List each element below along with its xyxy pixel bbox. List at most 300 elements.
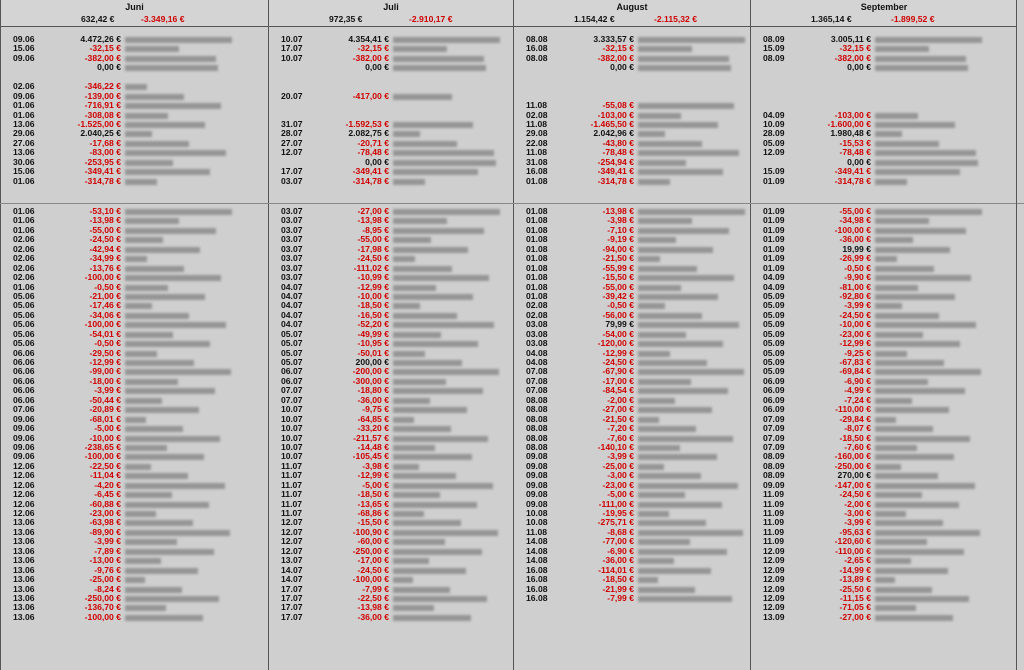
transaction-amount: -275,71 € [597, 517, 634, 528]
transaction-row[interactable] [1, 254, 268, 263]
redacted-description [638, 596, 732, 602]
transaction-row[interactable] [751, 111, 1017, 120]
transaction-row[interactable] [269, 481, 513, 490]
transaction-row[interactable] [269, 339, 513, 348]
transaction-row[interactable] [269, 82, 513, 91]
transaction-row[interactable] [1, 396, 268, 405]
transaction-amount: -29,50 € [89, 347, 121, 358]
transaction-amount: -10,00 € [839, 319, 871, 330]
transaction-row[interactable] [269, 349, 513, 358]
transaction-row[interactable] [269, 148, 513, 157]
transaction-amount: -9,75 € [362, 404, 389, 415]
transaction-date: 05.06 [13, 309, 35, 320]
transaction-amount: -89,90 € [89, 526, 121, 537]
column-header[interactable] [514, 0, 750, 27]
redacted-description [125, 407, 199, 413]
transaction-row[interactable] [751, 585, 1017, 594]
transaction-row[interactable] [1, 54, 268, 63]
transaction-date: 01.08 [526, 281, 548, 292]
transaction-row[interactable] [269, 594, 513, 603]
transaction-row[interactable] [1, 245, 268, 254]
transaction-date: 13.06 [13, 574, 35, 585]
transaction-date: 09.08 [526, 460, 548, 471]
transaction-row[interactable] [269, 443, 513, 452]
transaction-row[interactable] [751, 73, 1017, 82]
transaction-amount: -36,00 € [357, 611, 389, 622]
transaction-row[interactable] [751, 490, 1017, 499]
transaction-date: 31.07 [281, 118, 303, 129]
transaction-date: 01.08 [526, 272, 548, 283]
transaction-amount: -7,20 € [607, 423, 634, 434]
transaction-row[interactable] [1, 101, 268, 110]
transaction-amount: -12,99 € [839, 338, 871, 349]
transaction-row[interactable] [1, 111, 268, 120]
transaction-row[interactable] [751, 481, 1017, 490]
transaction-row[interactable] [269, 471, 513, 480]
transaction-row[interactable] [1, 594, 268, 603]
transaction-row[interactable] [1, 434, 268, 443]
transaction-row[interactable] [751, 603, 1017, 612]
redacted-description [393, 285, 436, 291]
transaction-row[interactable] [1, 73, 268, 82]
transaction-row[interactable] [1, 349, 268, 358]
transaction-amount: -25,00 € [89, 574, 121, 585]
transaction-row[interactable] [1, 556, 268, 565]
transaction-row[interactable] [1, 490, 268, 499]
transaction-amount: -136,70 € [84, 602, 121, 613]
transaction-row[interactable] [751, 148, 1017, 157]
transaction-amount: -314,78 € [84, 175, 121, 186]
transaction-row[interactable] [751, 292, 1017, 301]
transaction-row[interactable] [269, 129, 513, 138]
transaction-row[interactable] [269, 54, 513, 63]
redacted-description [393, 577, 413, 583]
redacted-description [875, 436, 970, 442]
transaction-row[interactable] [1, 226, 268, 235]
transaction-row[interactable] [269, 358, 513, 367]
transaction-row[interactable] [269, 44, 513, 53]
transaction-amount: -105,45 € [352, 451, 389, 462]
transaction-row[interactable] [751, 139, 1017, 148]
transaction-amount: -71,05 € [839, 602, 871, 613]
redacted-description [393, 587, 450, 593]
redacted-description [638, 37, 745, 43]
transaction-row[interactable] [269, 139, 513, 148]
transaction-amount: -18,50 € [602, 574, 634, 585]
transaction-row[interactable] [751, 158, 1017, 167]
redacted-description [125, 56, 216, 62]
redacted-description [125, 84, 147, 90]
transaction-date: 12.06 [13, 479, 35, 490]
transaction-row[interactable] [1, 613, 268, 622]
transaction-row[interactable] [514, 63, 750, 72]
transaction-row[interactable] [1, 377, 268, 386]
transaction-row[interactable] [269, 462, 513, 471]
transaction-row[interactable] [751, 92, 1017, 101]
transaction-row[interactable] [1, 386, 268, 395]
transaction-row[interactable] [269, 547, 513, 556]
transaction-amount: -24,50 € [839, 309, 871, 320]
transaction-row[interactable] [751, 82, 1017, 91]
transaction-row[interactable] [269, 405, 513, 414]
transaction-row[interactable] [1, 358, 268, 367]
redacted-description [638, 577, 658, 583]
transaction-row[interactable] [1, 603, 268, 612]
transaction-row[interactable] [751, 509, 1017, 518]
transaction-row[interactable] [751, 386, 1017, 395]
redacted-description [393, 492, 440, 498]
redacted-description [875, 237, 913, 243]
transaction-row[interactable] [269, 301, 513, 310]
transaction-date: 01.08 [526, 224, 548, 235]
transaction-row[interactable] [751, 452, 1017, 461]
redacted-description [638, 436, 733, 442]
transaction-row[interactable] [751, 556, 1017, 565]
transaction-date: 12.07 [281, 526, 303, 537]
transaction-row[interactable] [1, 537, 268, 546]
transaction-date: 12.09 [763, 545, 785, 556]
transaction-row[interactable] [269, 292, 513, 301]
transaction-row[interactable] [269, 35, 513, 44]
transaction-amount: -147,00 € [834, 479, 871, 490]
transaction-row[interactable] [1, 415, 268, 424]
transaction-row[interactable] [751, 301, 1017, 310]
transaction-date: 11.09 [763, 536, 785, 547]
transaction-row[interactable] [269, 120, 513, 129]
transaction-amount: -24,50 € [839, 489, 871, 500]
transaction-row[interactable] [751, 216, 1017, 225]
transaction-row[interactable] [1, 509, 268, 518]
transaction-row[interactable] [751, 405, 1017, 414]
transaction-row[interactable] [1, 139, 268, 148]
transaction-date: 03.07 [281, 175, 303, 186]
transaction-date: 01.08 [526, 206, 548, 216]
transaction-row[interactable] [269, 226, 513, 235]
transaction-amount: -1.592,53 € [345, 118, 389, 129]
transaction-row[interactable] [269, 73, 513, 82]
transaction-date: 05.07 [281, 338, 303, 349]
transaction-row[interactable] [1, 148, 268, 157]
redacted-description [393, 65, 486, 71]
transaction-amount: -314,78 € [597, 175, 634, 186]
transaction-date: 11.07 [281, 479, 303, 490]
transaction-row[interactable] [269, 377, 513, 386]
transaction-row[interactable] [1, 177, 268, 186]
transaction-row[interactable] [269, 320, 513, 329]
transaction-date: 29.06 [13, 128, 35, 139]
redacted-description [638, 539, 690, 545]
transaction-amount: -36,00 € [839, 234, 871, 245]
transaction-row[interactable] [751, 613, 1017, 622]
transaction-date: 10.07 [281, 451, 303, 462]
transaction-row[interactable] [751, 283, 1017, 292]
transaction-row[interactable] [269, 177, 513, 186]
transaction-row[interactable] [1, 367, 268, 376]
transaction-row[interactable] [269, 330, 513, 339]
transaction-row[interactable] [269, 415, 513, 424]
transaction-amount: -13,65 € [357, 498, 389, 509]
transaction-row[interactable] [751, 547, 1017, 556]
transaction-row[interactable] [269, 311, 513, 320]
transaction-row[interactable] [751, 35, 1017, 44]
transaction-row[interactable] [751, 471, 1017, 480]
transaction-date: 05.09 [763, 309, 785, 320]
transaction-row[interactable] [751, 537, 1017, 546]
transaction-row[interactable] [751, 44, 1017, 53]
transaction-row[interactable] [1, 292, 268, 301]
month-column-september [750, 0, 1017, 670]
transaction-row[interactable] [751, 566, 1017, 575]
transaction-date: 01.09 [763, 175, 785, 186]
transaction-row[interactable] [751, 358, 1017, 367]
transaction-row[interactable] [269, 101, 513, 110]
transaction-row[interactable] [269, 613, 513, 622]
transaction-date: 14.08 [526, 545, 548, 556]
transaction-row[interactable] [751, 396, 1017, 405]
transaction-row[interactable] [751, 129, 1017, 138]
redacted-description [875, 379, 928, 385]
transaction-row[interactable] [751, 443, 1017, 452]
transaction-amount: -5,00 € [607, 489, 634, 500]
transaction-row[interactable] [1, 167, 268, 176]
transaction-date: 08.09 [763, 52, 785, 63]
redacted-description [638, 530, 743, 536]
redacted-description [638, 228, 729, 234]
transaction-row[interactable] [269, 63, 513, 72]
transaction-row[interactable] [269, 167, 513, 176]
transaction-row[interactable] [269, 273, 513, 282]
transaction-row[interactable] [751, 575, 1017, 584]
month-total-positive: 972,35 € [329, 14, 363, 24]
transaction-date: 04.09 [763, 109, 785, 120]
transaction-row[interactable] [269, 235, 513, 244]
redacted-description [638, 56, 729, 62]
transaction-date: 02.06 [13, 234, 35, 245]
transaction-row[interactable] [751, 273, 1017, 282]
transaction-amount: -32,15 € [357, 43, 389, 54]
transaction-row[interactable] [1, 158, 268, 167]
transaction-row[interactable] [514, 82, 750, 91]
transaction-row[interactable] [1, 120, 268, 129]
transaction-amount: -100,90 € [352, 526, 389, 537]
transaction-row[interactable] [751, 500, 1017, 509]
transaction-row[interactable] [1, 273, 268, 282]
transaction-row[interactable] [1, 301, 268, 310]
transaction-row[interactable] [1, 330, 268, 339]
transaction-amount: 0,00 € [610, 62, 634, 73]
transaction-row[interactable] [751, 226, 1017, 235]
transaction-row[interactable] [269, 585, 513, 594]
transaction-row[interactable] [751, 528, 1017, 537]
transaction-row[interactable] [751, 367, 1017, 376]
transaction-row[interactable] [1, 462, 268, 471]
transaction-row[interactable] [1, 44, 268, 53]
transaction-row[interactable] [751, 415, 1017, 424]
redacted-description [875, 351, 907, 357]
transaction-row[interactable] [751, 167, 1017, 176]
transaction-date: 01.08 [526, 175, 548, 186]
transaction-date: 29.08 [526, 128, 548, 139]
transaction-row[interactable] [1, 443, 268, 452]
transaction-row[interactable] [1, 283, 268, 292]
transaction-row[interactable] [1, 518, 268, 527]
transaction-amount: -25,50 € [839, 583, 871, 594]
transaction-row[interactable] [269, 386, 513, 395]
column-header[interactable] [1, 0, 268, 27]
transaction-row[interactable] [269, 396, 513, 405]
transaction-row[interactable] [1, 500, 268, 509]
transaction-row[interactable] [751, 320, 1017, 329]
transaction-row[interactable] [751, 177, 1017, 186]
transaction-date: 07.06 [13, 404, 35, 415]
transaction-amount: -21,99 € [602, 583, 634, 594]
transaction-date: 08.08 [526, 404, 548, 415]
transaction-row[interactable] [1, 63, 268, 72]
transaction-row[interactable] [751, 434, 1017, 443]
transaction-row[interactable] [751, 349, 1017, 358]
transaction-row[interactable] [751, 207, 1017, 216]
transaction-row[interactable] [269, 452, 513, 461]
column-header[interactable] [269, 0, 513, 27]
transaction-row[interactable] [1, 575, 268, 584]
transaction-row[interactable] [751, 518, 1017, 527]
redacted-description [875, 539, 927, 545]
transaction-date: 01.06 [13, 281, 35, 292]
transaction-date: 11.09 [763, 489, 785, 500]
transaction-row[interactable] [269, 528, 513, 537]
redacted-description [125, 568, 198, 574]
transaction-amount: -13,76 € [89, 262, 121, 273]
transaction-row[interactable] [1, 216, 268, 225]
transaction-row[interactable] [1, 264, 268, 273]
transaction-row[interactable] [269, 111, 513, 120]
transaction-row[interactable] [269, 264, 513, 273]
transaction-row[interactable] [1, 481, 268, 490]
transaction-row[interactable] [751, 235, 1017, 244]
transaction-row[interactable] [269, 207, 513, 216]
transaction-date: 06.09 [763, 404, 785, 415]
transaction-date: 06.06 [13, 347, 35, 358]
transaction-amount: -1.600,00 € [827, 118, 871, 129]
transaction-row[interactable] [751, 339, 1017, 348]
transaction-row[interactable] [269, 537, 513, 546]
transaction-row[interactable] [269, 158, 513, 167]
transaction-row[interactable] [1, 405, 268, 414]
transaction-row[interactable] [1, 452, 268, 461]
transaction-row[interactable] [1, 35, 268, 44]
transaction-row[interactable] [1, 547, 268, 556]
transaction-amount: 2.040,25 € [80, 128, 121, 139]
transaction-amount: -55,08 € [602, 100, 634, 111]
transaction-row[interactable] [269, 518, 513, 527]
transaction-amount: 0,00 € [365, 62, 389, 73]
transaction-row[interactable] [1, 235, 268, 244]
transaction-amount: -5,00 € [94, 423, 121, 434]
transaction-row[interactable] [514, 177, 750, 186]
transaction-row[interactable] [751, 311, 1017, 320]
transaction-row[interactable] [751, 462, 1017, 471]
transaction-amount: -81,00 € [839, 281, 871, 292]
transaction-row[interactable] [1, 82, 268, 91]
redacted-description [393, 237, 431, 243]
transaction-row[interactable] [269, 283, 513, 292]
transaction-amount: -11,04 € [89, 470, 121, 481]
transaction-row[interactable] [269, 245, 513, 254]
transaction-row[interactable] [751, 63, 1017, 72]
transaction-amount: -29,84 € [839, 413, 871, 424]
transaction-row[interactable] [751, 594, 1017, 603]
transaction-row[interactable] [1, 207, 268, 216]
transaction-date: 12.07 [281, 536, 303, 547]
transaction-row[interactable] [269, 216, 513, 225]
redacted-description [125, 436, 220, 442]
redacted-description [638, 303, 665, 309]
transaction-row[interactable] [1, 585, 268, 594]
transaction-row[interactable] [269, 566, 513, 575]
transaction-row[interactable] [269, 556, 513, 565]
transaction-row[interactable] [269, 92, 513, 101]
transaction-row[interactable] [269, 509, 513, 518]
transaction-amount: -253,95 € [84, 156, 121, 167]
transaction-row[interactable] [751, 254, 1017, 263]
transaction-row[interactable] [751, 120, 1017, 129]
redacted-description [393, 530, 498, 536]
transaction-row[interactable] [751, 330, 1017, 339]
transaction-amount: -52,20 € [357, 319, 389, 330]
transaction-date: 05.06 [13, 300, 35, 311]
transaction-row[interactable] [751, 377, 1017, 386]
transaction-row[interactable] [269, 500, 513, 509]
redacted-description [393, 568, 466, 574]
transaction-amount: -6,90 € [844, 375, 871, 386]
transaction-row[interactable] [1, 424, 268, 433]
transaction-row[interactable] [1, 471, 268, 480]
transaction-amount: -12,99 € [89, 357, 121, 367]
transaction-row[interactable] [514, 594, 750, 603]
transaction-row[interactable] [751, 54, 1017, 63]
transaction-row[interactable] [1, 92, 268, 101]
transaction-amount: -95,63 € [839, 526, 871, 537]
transaction-row[interactable] [751, 424, 1017, 433]
transaction-row[interactable] [269, 434, 513, 443]
transaction-amount: -23,00 € [602, 479, 634, 490]
transaction-row[interactable] [751, 245, 1017, 254]
transaction-amount: -9,76 € [94, 564, 121, 575]
transaction-row[interactable] [269, 424, 513, 433]
transaction-date: 17.07 [281, 611, 303, 622]
transaction-row[interactable] [269, 367, 513, 376]
transaction-date: 10.09 [763, 118, 785, 129]
transaction-row[interactable] [1, 129, 268, 138]
transaction-date: 03.08 [526, 319, 548, 330]
sheet-right-border [1016, 0, 1017, 670]
transaction-row[interactable] [1, 311, 268, 320]
transaction-row[interactable] [269, 575, 513, 584]
transaction-row[interactable] [1, 320, 268, 329]
column-header[interactable] [751, 0, 1017, 27]
transaction-row[interactable] [1, 339, 268, 348]
transaction-row[interactable] [269, 490, 513, 499]
redacted-description [393, 605, 434, 611]
transaction-row[interactable] [751, 101, 1017, 110]
transaction-row[interactable] [1, 566, 268, 575]
transaction-row[interactable] [751, 264, 1017, 273]
transaction-row[interactable] [514, 73, 750, 82]
month-title: Juli [383, 2, 399, 12]
transaction-row[interactable] [1, 528, 268, 537]
transaction-row[interactable] [269, 254, 513, 263]
transaction-row[interactable] [269, 603, 513, 612]
